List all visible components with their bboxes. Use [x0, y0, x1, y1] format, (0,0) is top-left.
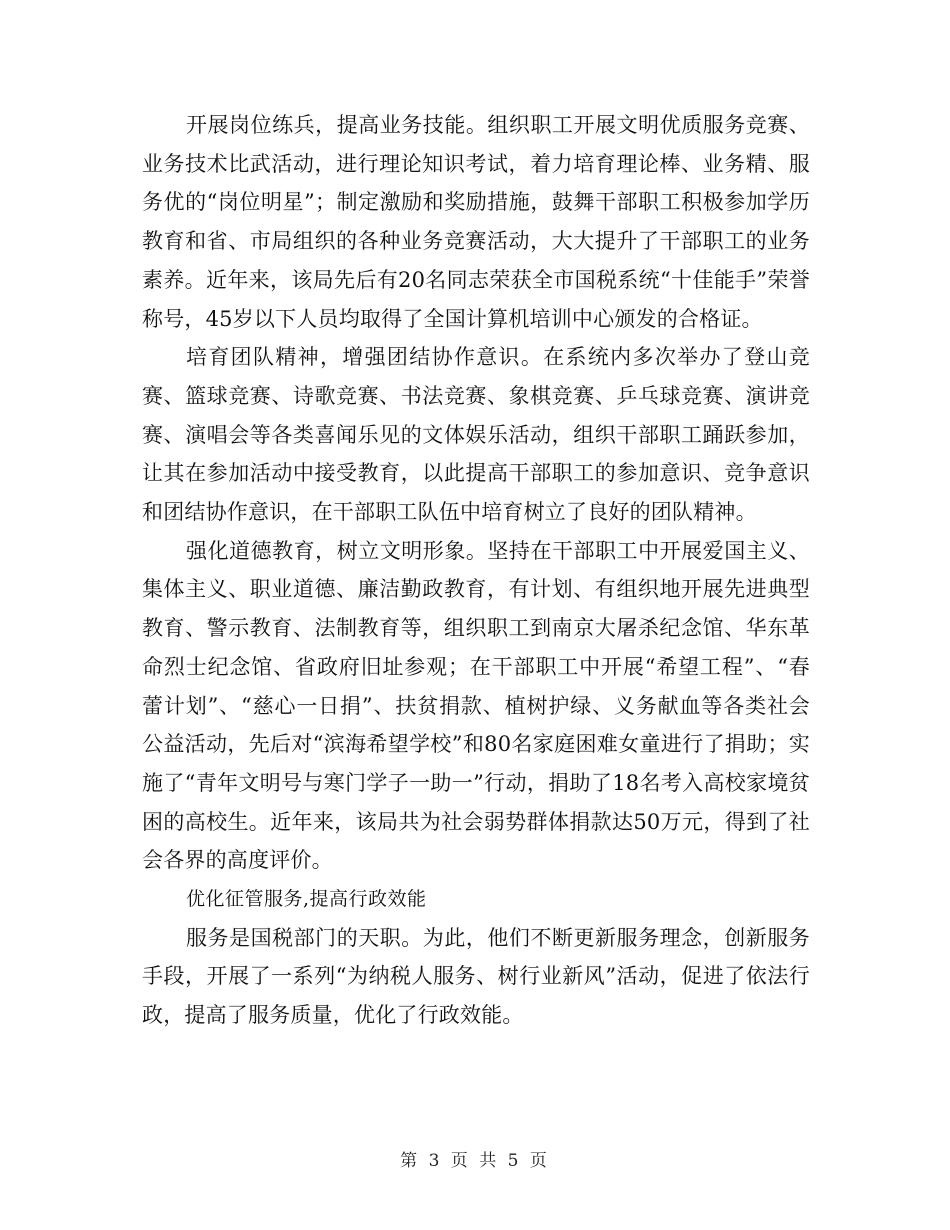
page-number-footer: 第 3 页 共 5 页 — [400, 1151, 550, 1171]
document-body — [142, 106, 810, 1035]
paragraph-moral-education: 强化道德教育，树立文明形象。坚持在干部职工中开展爱国主义、集体主义、职业道德、廉洁勤政教育，有计划、有组织地开展先进典型教育、警示教育、法制教育等，组织职工到南京大屠杀纪念馆、华东革命烈士纪念馆、省政府旧址参观；在干部职工中开展“希望工程”、“春蕾计划”、“慈心一日捐”、扶贫捐款、植树护绿、义务献血等各类社会公益活动，先后对“滨海希望学校”和80名家庭困难女童进行了捐助；实施了“青年文明号与寒门学子一助一”行动，捐助了18名考入高校家境贫困的高校生。近年来，该局共为社会弱势群体捐款达50万元，得到了社会各界的高度评价。 — [142, 538, 810, 873]
paragraph-team-spirit: 培育团队精神，增强团结协作意识。在系统内多次举办了登山竞赛、篮球竞赛、诗歌竞赛、书法竞赛、象棋竞赛、乒乓球竞赛、演讲竞赛、演唱会等各类喜闻乐见的文体娱乐活动，组织干部职工踊跃参加，让其在参加活动中接受教育，以此提高干部职工的参加意识、竞争意识和团结协作意识，在干部职工队伍中培育树立了良好的团队精神。 — [142, 345, 810, 525]
paragraph-service: 服务是国税部门的天职。为此，他们不断更新服务理念，创新服务手段，开展了一系列“为纳税人服务、树行业新风”活动，促进了依法行政，提高了服务质量，优化了行政效能。 — [142, 925, 810, 1028]
paragraph-job-training: 开展岗位练兵，提高业务技能。组织职工开展文明优质服务竞赛、业务技术比武活动，进行理论知识考试，着力培育理论棒、业务精、服务优的“岗位明星”；制定激励和奖励措施，鼓舞干部职工积极参加学历教育和省、市局组织的各种业务竞赛活动，大大提升了干部职工的业务素养。近年来，该局先后有20名同志荣获全市国税系统“十佳能手”荣誉称号，45岁以下人员均取得了全国计算机培训中心颁发的合格证。 — [142, 113, 810, 331]
section-heading: 优化征管服务,提高行政效能 — [186, 888, 427, 911]
